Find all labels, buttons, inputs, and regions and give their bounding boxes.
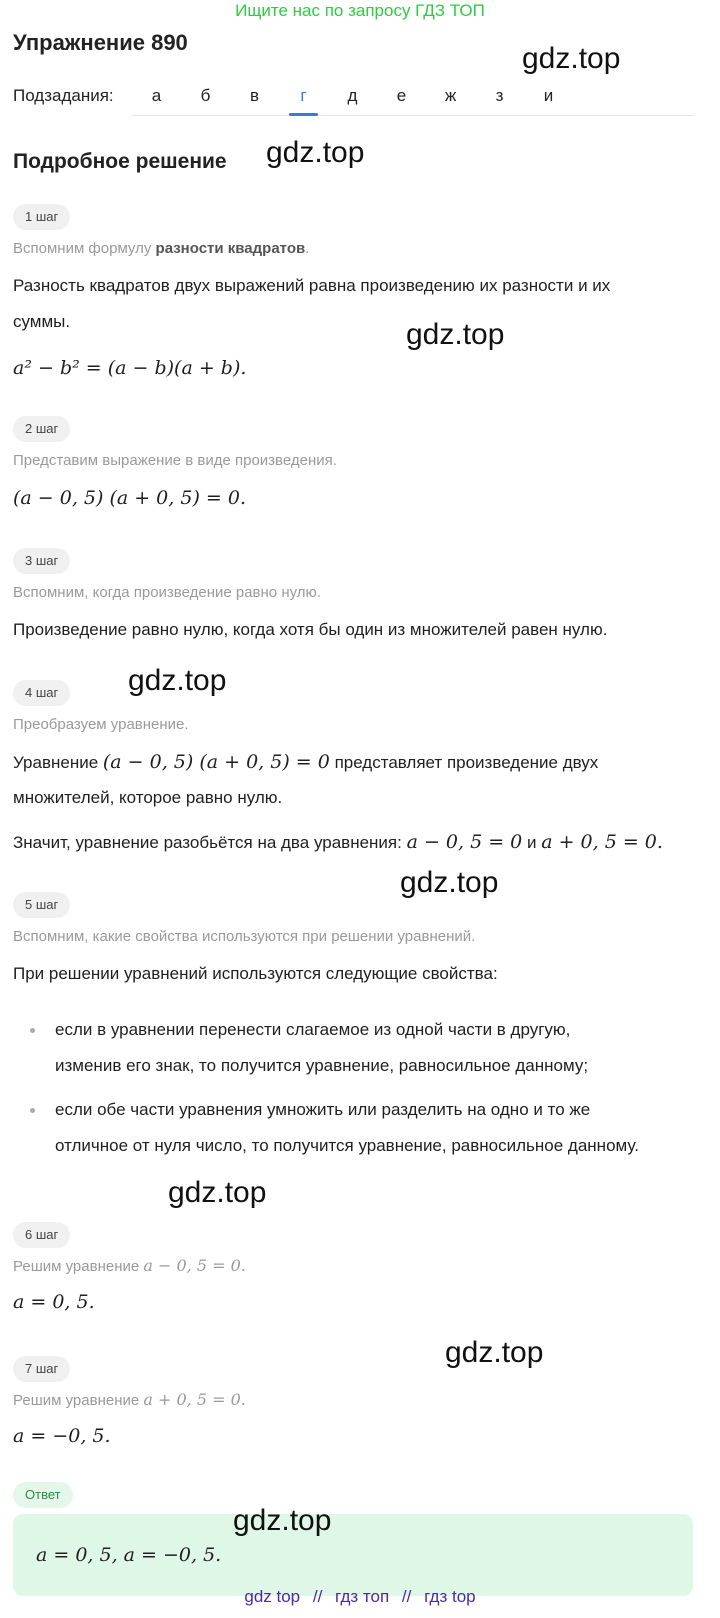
step-badge-2: 2 шаг [13, 416, 70, 442]
solution-heading: Подробное решение [13, 150, 227, 173]
bullet-dot-icon [30, 1028, 35, 1033]
properties-list [27, 1012, 707, 1172]
watermark: gdz.top [400, 866, 499, 899]
footer-link[interactable]: gdz top [244, 1587, 301, 1606]
step-badge-3: 3 шаг [13, 548, 70, 574]
step-1-formula: a² − b² = (a − b)(a + b). [13, 357, 247, 379]
footer-separator: // [401, 1587, 412, 1606]
watermark: gdz.top [128, 664, 227, 697]
tab-d[interactable]: д [347, 86, 358, 105]
tab-z[interactable]: з [495, 86, 504, 105]
step-3-hint: Вспомним, когда произведение равно нулю. [13, 584, 321, 601]
step-7-result: a = −0, 5. [13, 1425, 111, 1447]
watermark: gdz.top [233, 1504, 332, 1537]
footer-link[interactable]: гдз top [424, 1587, 476, 1606]
list-item: если обе части уравнения умножить или разделить на одно и то же отличное от нуля число, то получится уравнение, равносильное данному. [27, 1092, 707, 1164]
step-badge-7: 7 шаг [13, 1356, 70, 1382]
footer-links [0, 1587, 720, 1607]
list-item: если в уравнении перенести слагаемое из одной части в другую, изменив его знак, то получится уравнение, равносильное данному; [27, 1012, 707, 1084]
step-6-result: a = 0, 5. [13, 1291, 95, 1313]
tab-zh[interactable]: ж [444, 86, 457, 105]
step-1-text: Разность квадратов двух выражений равна произведению их разности и их [13, 276, 611, 295]
step-badge-6: 6 шаг [13, 1222, 70, 1248]
step-2-formula: (a − 0, 5) (a + 0, 5) = 0. [13, 487, 246, 509]
step-2-hint: Представим выражение в виде произведения. [13, 452, 337, 469]
watermark: gdz.top [266, 136, 365, 169]
step-badge-5: 5 шаг [13, 892, 70, 918]
step-4-hint: Преобразуем уравнение. [13, 716, 189, 733]
watermark: gdz.top [445, 1336, 544, 1369]
tab-i[interactable]: и [543, 86, 554, 105]
footer-link[interactable]: гдз топ [335, 1587, 390, 1606]
tab-v[interactable]: в [249, 86, 260, 105]
tab-a[interactable]: а [151, 86, 162, 105]
step-4-text-2: множителей, которое равно нулю. [13, 788, 283, 807]
watermark: gdz.top [168, 1176, 267, 1209]
step-7-hint: Решим уравнение a + 0, 5 = 0. [13, 1390, 246, 1409]
answer-text: a = 0, 5, a = −0, 5. [36, 1544, 222, 1566]
page-title: Упражнение 890 [13, 30, 188, 55]
step-1-text-2: суммы. [13, 312, 71, 331]
step-4-split: Значит, уравнение разобьётся на два уравнения: a − 0, 5 = 0 и a + 0, 5 = 0. [13, 831, 663, 853]
search-banner: Ищите нас по запросу ГДЗ ТОП [235, 1, 485, 20]
step-6-hint: Решим уравнение a − 0, 5 = 0. [13, 1256, 246, 1275]
step-5-hint: Вспомним, какие свойства используются при решении уравнений. [13, 928, 476, 945]
step-1-hint: Вспомним формулу разности квадратов. [13, 240, 310, 257]
watermark: gdz.top [406, 318, 505, 351]
subtasks-label: Подзадания: [13, 86, 114, 105]
answer-box [13, 1514, 693, 1596]
step-badge-1: 1 шаг [13, 204, 70, 230]
step-3-text: Произведение равно нулю, когда хотя бы один из множителей равен нулю. [13, 620, 608, 639]
tab-e[interactable]: е [396, 86, 407, 105]
step-5-text: При решении уравнений используются следующие свойства: [13, 964, 498, 983]
watermark: gdz.top [522, 42, 621, 75]
subtask-tabs [132, 78, 694, 116]
bullet-dot-icon [30, 1108, 35, 1113]
tab-b[interactable]: б [200, 86, 211, 105]
tab-g-active[interactable]: г [279, 78, 328, 115]
step-4-text: Уравнение (a − 0, 5) (a + 0, 5) = 0 представляет произведение двух [13, 751, 599, 773]
step-badge-4: 4 шаг [13, 680, 70, 706]
footer-separator: // [312, 1587, 323, 1606]
answer-badge: Ответ [13, 1482, 73, 1508]
